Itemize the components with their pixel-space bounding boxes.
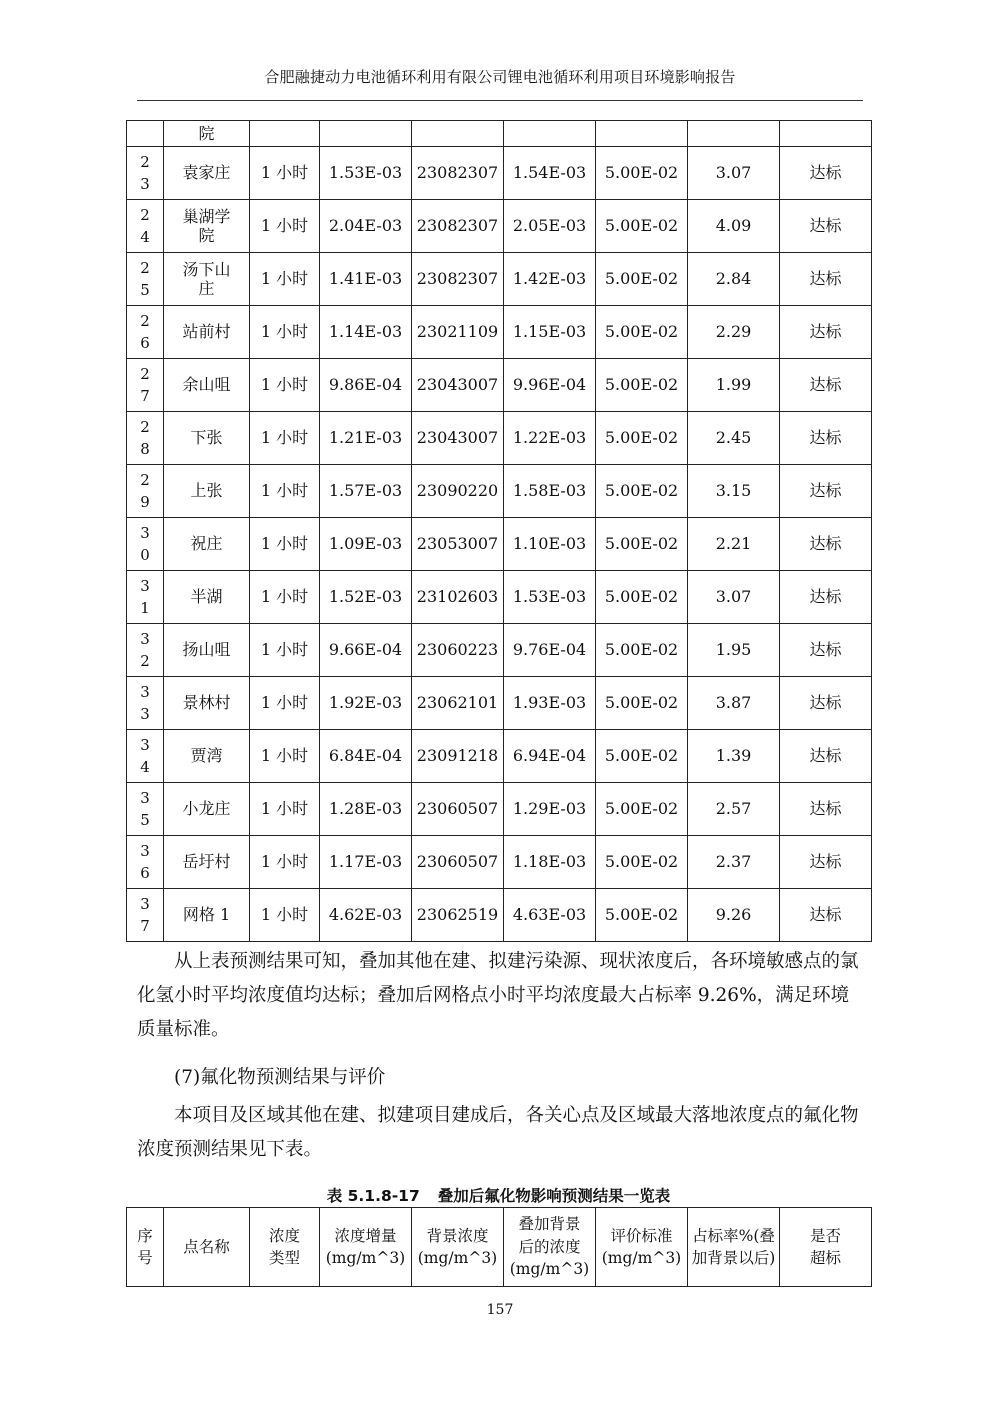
- concentration-type-cell: 1 小时: [250, 836, 320, 889]
- header-line: 加背景以后): [691, 1249, 776, 1267]
- seq-digit: 2: [140, 652, 150, 670]
- evaluation-standard-cell: 5.00E-02: [596, 200, 688, 253]
- seq-cell: [127, 571, 164, 624]
- concentration-increment-cell: 1.21E-03: [320, 412, 412, 465]
- superimposed-concentration-cell: 4.63E-03: [504, 889, 596, 942]
- header-line: (mg/m^3): [601, 1249, 682, 1267]
- table-header-row: [127, 1208, 872, 1287]
- max-time-cell: 23082307: [412, 200, 504, 253]
- table-caption: [126, 1184, 871, 1206]
- seq-cell: [127, 677, 164, 730]
- superimposed-concentration-cell: 1.18E-03: [504, 836, 596, 889]
- concentration-increment-cell: 1.17E-03: [320, 836, 412, 889]
- evaluation-standard-cell: 5.00E-02: [596, 889, 688, 942]
- evaluation-standard-cell: 5.00E-02: [596, 253, 688, 306]
- header-line: (mg/m^3): [417, 1249, 498, 1267]
- superimposed-concentration-cell: 1.54E-03: [504, 147, 596, 200]
- table-row: [127, 121, 872, 147]
- concentration-increment-cell: 9.66E-04: [320, 624, 412, 677]
- concentration-increment-cell: 2.04E-03: [320, 200, 412, 253]
- concentration-increment-header: [320, 1208, 412, 1287]
- table-row: [127, 518, 872, 571]
- concentration-type-cell: 1 小时: [250, 571, 320, 624]
- concentration-type-cell: 1 小时: [250, 412, 320, 465]
- seq-digit: 2: [140, 258, 150, 277]
- seq-digit: 7: [140, 917, 150, 935]
- seq-digit: 3: [140, 705, 150, 723]
- seq-cell: [127, 730, 164, 783]
- concentration-type-cell: 1 小时: [250, 465, 320, 518]
- max-time-cell: 23091218: [412, 730, 504, 783]
- seq-digit: 6: [140, 864, 150, 882]
- hcl-prediction-table: [126, 120, 872, 942]
- header-line: 叠加背景: [518, 1215, 581, 1234]
- seq-digit: 3: [140, 175, 150, 193]
- concentration-increment-cell: 1.92E-03: [320, 677, 412, 730]
- superimposed-concentration-header: [504, 1208, 596, 1287]
- max-time-cell: 23062519: [412, 889, 504, 942]
- seq-cell: [127, 306, 164, 359]
- ratio-header: [688, 1208, 780, 1287]
- concentration-increment-cell: 1.41E-03: [320, 253, 412, 306]
- superimposed-concentration-cell: 1.58E-03: [504, 465, 596, 518]
- point-name-header: [164, 1208, 250, 1287]
- max-time-cell: 23062101: [412, 677, 504, 730]
- evaluation-standard-cell: 5.00E-02: [596, 836, 688, 889]
- header-line: 类型: [268, 1249, 300, 1267]
- table-row: [127, 836, 872, 889]
- header-line: 评价标准: [610, 1226, 673, 1245]
- superimposed-concentration-cell: 9.76E-04: [504, 624, 596, 677]
- ratio-cell: 2.45: [688, 412, 780, 465]
- ratio-cell: 2.29: [688, 306, 780, 359]
- table-row: [127, 200, 872, 253]
- evaluation-standard-header: [596, 1208, 688, 1287]
- seq-cell: [127, 412, 164, 465]
- compliance-cell: 达标: [780, 889, 872, 942]
- point-name-cell: 院: [164, 121, 250, 147]
- compliance-cell: 达标: [780, 677, 872, 730]
- seq-cell: [127, 518, 164, 571]
- ratio-cell: 2.84: [688, 253, 780, 306]
- compliance-cell: 达标: [780, 147, 872, 200]
- table-row: [127, 730, 872, 783]
- superimposed-concentration-cell: 1.53E-03: [504, 571, 596, 624]
- table-caption-title: 叠加后氟化物影响预测结果一览表: [437, 1187, 671, 1205]
- evaluation-standard-cell: 5.00E-02: [596, 677, 688, 730]
- seq-digit: 1: [140, 599, 150, 617]
- concentration-increment-cell: 9.86E-04: [320, 359, 412, 412]
- compliance-cell: 达标: [780, 836, 872, 889]
- seq-digit: 2: [140, 364, 150, 383]
- ratio-cell: 2.37: [688, 836, 780, 889]
- evaluation-standard-cell: 5.00E-02: [596, 783, 688, 836]
- ratio-cell: 9.26: [688, 889, 780, 942]
- seq-digit: 3: [140, 523, 150, 542]
- concentration-increment-cell: 1.57E-03: [320, 465, 412, 518]
- seq-digit: 8: [140, 440, 150, 458]
- max-time-cell: 23060507: [412, 783, 504, 836]
- max-time-cell: 23043007: [412, 359, 504, 412]
- point-name-cell: 汤下山庄: [164, 253, 250, 306]
- seq-digit: 2: [140, 417, 150, 436]
- seq-cell: [127, 465, 164, 518]
- concentration-increment-cell: 1.28E-03: [320, 783, 412, 836]
- evaluation-standard-cell: 5.00E-02: [596, 412, 688, 465]
- compliance-cell: 达标: [780, 465, 872, 518]
- ratio-cell: 3.07: [688, 571, 780, 624]
- ratio-cell: 2.57: [688, 783, 780, 836]
- seq-digit: 9: [140, 493, 150, 511]
- header-line: 号: [137, 1249, 153, 1267]
- evaluation-standard-cell: 5.00E-02: [596, 730, 688, 783]
- seq-digit: 3: [140, 629, 150, 648]
- seq-cell: [127, 121, 164, 147]
- superimposed-concentration-cell: 1.22E-03: [504, 412, 596, 465]
- concentration-increment-cell: 4.62E-03: [320, 889, 412, 942]
- concentration-increment-cell: 6.84E-04: [320, 730, 412, 783]
- header-line: 超标: [809, 1249, 841, 1267]
- concentration-increment-cell: 1.53E-03: [320, 147, 412, 200]
- compliance-cell: 达标: [780, 253, 872, 306]
- header-line: (mg/m^3): [509, 1260, 590, 1279]
- concentration-type-cell: 1 小时: [250, 624, 320, 677]
- ratio-cell: 3.07: [688, 147, 780, 200]
- seq-digit: 2: [140, 152, 150, 171]
- evaluation-standard-cell: 5.00E-02: [596, 147, 688, 200]
- point-name-cell: 上张: [164, 465, 250, 518]
- table-row: [127, 624, 872, 677]
- table-row: [127, 571, 872, 624]
- seq-digit: 3: [140, 682, 150, 701]
- seq-cell: [127, 836, 164, 889]
- evaluation-standard-cell: 5.00E-02: [596, 465, 688, 518]
- max-time-cell: 23043007: [412, 412, 504, 465]
- concentration-type-cell: 1 小时: [250, 518, 320, 571]
- point-name-cell: 小龙庄: [164, 783, 250, 836]
- evaluation-standard-cell: 5.00E-02: [596, 306, 688, 359]
- concentration-type-cell: 1 小时: [250, 200, 320, 253]
- ratio-cell: 4.09: [688, 200, 780, 253]
- evaluation-standard-cell: 5.00E-02: [596, 624, 688, 677]
- fluoride-prediction-table: [126, 1207, 872, 1287]
- header-line: 点名称: [183, 1237, 230, 1256]
- superimposed-concentration-cell: 1.15E-03: [504, 306, 596, 359]
- section-heading-fluoride: (7)氟化物预测结果与评价: [174, 1067, 386, 1088]
- header-line: 是否: [809, 1226, 841, 1245]
- max-time-cell: 23021109: [412, 306, 504, 359]
- seq-digit: 4: [140, 758, 150, 776]
- point-name-cell: 袁家庄: [164, 147, 250, 200]
- max-time-cell: 23060507: [412, 836, 504, 889]
- point-name-cell: 站前村: [164, 306, 250, 359]
- superimposed-concentration-cell: 1.29E-03: [504, 783, 596, 836]
- seq-digit: 2: [140, 205, 150, 224]
- header-line: (mg/m^3): [325, 1249, 406, 1267]
- superimposed-concentration-cell: 6.94E-04: [504, 730, 596, 783]
- seq-cell: [127, 889, 164, 942]
- concentration-increment-cell: 1.52E-03: [320, 571, 412, 624]
- seq-digit: 5: [140, 811, 150, 829]
- ratio-cell: 1.99: [688, 359, 780, 412]
- point-name-cell: 祝庄: [164, 518, 250, 571]
- seq-cell: [127, 253, 164, 306]
- concentration-type-cell: 1 小时: [250, 889, 320, 942]
- point-name-cell: 巢湖学院: [164, 200, 250, 253]
- superimposed-concentration-cell: 1.10E-03: [504, 518, 596, 571]
- point-name-cell: 岳圩村: [164, 836, 250, 889]
- superimposed-concentration-cell: 2.05E-03: [504, 200, 596, 253]
- point-name-cell: 扬山咀: [164, 624, 250, 677]
- header-line: 背景浓度: [426, 1226, 489, 1245]
- max-time-cell: 23060223: [412, 624, 504, 677]
- point-name-cell: 半湖: [164, 571, 250, 624]
- seq-header: [127, 1208, 164, 1287]
- point-name-cell: 景林村: [164, 677, 250, 730]
- seq-digit: 3: [140, 735, 150, 754]
- point-name-cell: 网格 1: [164, 889, 250, 942]
- seq-digit: 7: [140, 387, 150, 405]
- exceed-header: [780, 1208, 872, 1287]
- seq-digit: 2: [140, 470, 150, 489]
- result-paragraph-hcl: 从上表预测结果可知，叠加其他在建、拟建污染源、现状浓度后，各环境敏感点的氯化氢小时平均浓度值均达标；叠加后网格点小时平均浓度最大占标率 9.26%，满足环境质量标准。: [137, 951, 859, 1040]
- concentration-type-cell: 1 小时: [250, 677, 320, 730]
- seq-cell: [127, 783, 164, 836]
- compliance-cell: 达标: [780, 306, 872, 359]
- superimposed-concentration-cell: 1.42E-03: [504, 253, 596, 306]
- seq-digit: 5: [140, 281, 150, 299]
- max-time-cell: 23053007: [412, 518, 504, 571]
- compliance-cell: 达标: [780, 518, 872, 571]
- header-line: 序: [137, 1226, 153, 1245]
- compliance-cell: 达标: [780, 783, 872, 836]
- table-row: [127, 889, 872, 942]
- evaluation-standard-cell: 5.00E-02: [596, 518, 688, 571]
- table-row: [127, 677, 872, 730]
- table-row: [127, 306, 872, 359]
- compliance-cell: 达标: [780, 412, 872, 465]
- superimposed-concentration-cell: 1.93E-03: [504, 677, 596, 730]
- max-time-cell: 23082307: [412, 147, 504, 200]
- report-header-title: 合肥融捷动力电池循环利用有限公司锂电池循环利用项目环境影响报告: [264, 68, 736, 86]
- concentration-type-cell: 1 小时: [250, 730, 320, 783]
- seq-digit: 2: [140, 311, 150, 330]
- seq-digit: 6: [140, 334, 150, 352]
- header-line: 占标率%(叠: [692, 1226, 775, 1245]
- seq-cell: [127, 624, 164, 677]
- superimposed-concentration-cell: 9.96E-04: [504, 359, 596, 412]
- compliance-cell: 达标: [780, 571, 872, 624]
- max-time-cell: 23082307: [412, 253, 504, 306]
- seq-cell: [127, 359, 164, 412]
- background-concentration-header: [412, 1208, 504, 1287]
- max-time-cell: 23090220: [412, 465, 504, 518]
- concentration-type-cell: 1 小时: [250, 147, 320, 200]
- ratio-cell: 1.95: [688, 624, 780, 677]
- seq-digit: 3: [140, 576, 150, 595]
- compliance-cell: 达标: [780, 624, 872, 677]
- compliance-cell: 达标: [780, 200, 872, 253]
- table-row: [127, 783, 872, 836]
- compliance-cell: 达标: [780, 730, 872, 783]
- point-name-cell: 余山咀: [164, 359, 250, 412]
- intro-paragraph-fluoride: 本项目及区域其他在建、拟建项目建成后，各关心点及区域最大落地浓度点的氟化物浓度预测结果见下表。: [137, 1105, 859, 1160]
- ratio-cell: 2.21: [688, 518, 780, 571]
- compliance-cell: 达标: [780, 359, 872, 412]
- seq-digit: 3: [140, 894, 150, 913]
- header-line: 浓度增量: [334, 1226, 397, 1245]
- point-name-cell: 下张: [164, 412, 250, 465]
- concentration-type-cell: 1 小时: [250, 253, 320, 306]
- seq-digit: 4: [140, 228, 150, 246]
- concentration-increment-cell: 1.09E-03: [320, 518, 412, 571]
- table-row: [127, 359, 872, 412]
- page-number: 157: [486, 1302, 514, 1318]
- seq-cell: [127, 200, 164, 253]
- table-row: [127, 412, 872, 465]
- concentration-type-cell: 1 小时: [250, 783, 320, 836]
- evaluation-standard-cell: 5.00E-02: [596, 571, 688, 624]
- evaluation-standard-cell: 5.00E-02: [596, 359, 688, 412]
- concentration-increment-cell: 1.14E-03: [320, 306, 412, 359]
- table-caption-number: 表 5.1.8-17: [326, 1187, 420, 1205]
- header-divider: [137, 100, 863, 101]
- table-row: [127, 147, 872, 200]
- seq-digit: 0: [140, 546, 150, 564]
- seq-digit: 3: [140, 841, 150, 860]
- ratio-cell: 1.39: [688, 730, 780, 783]
- header-line: 浓度: [268, 1226, 300, 1245]
- concentration-type-header: [250, 1208, 320, 1287]
- seq-cell: [127, 147, 164, 200]
- ratio-cell: 3.15: [688, 465, 780, 518]
- ratio-cell: 3.87: [688, 677, 780, 730]
- table-row: [127, 253, 872, 306]
- header-line: 后的浓度: [518, 1237, 581, 1256]
- concentration-type-cell: 1 小时: [250, 359, 320, 412]
- concentration-type-cell: 1 小时: [250, 306, 320, 359]
- seq-digit: 3: [140, 788, 150, 807]
- table-row: [127, 465, 872, 518]
- point-name-cell: 贾湾: [164, 730, 250, 783]
- max-time-cell: 23102603: [412, 571, 504, 624]
